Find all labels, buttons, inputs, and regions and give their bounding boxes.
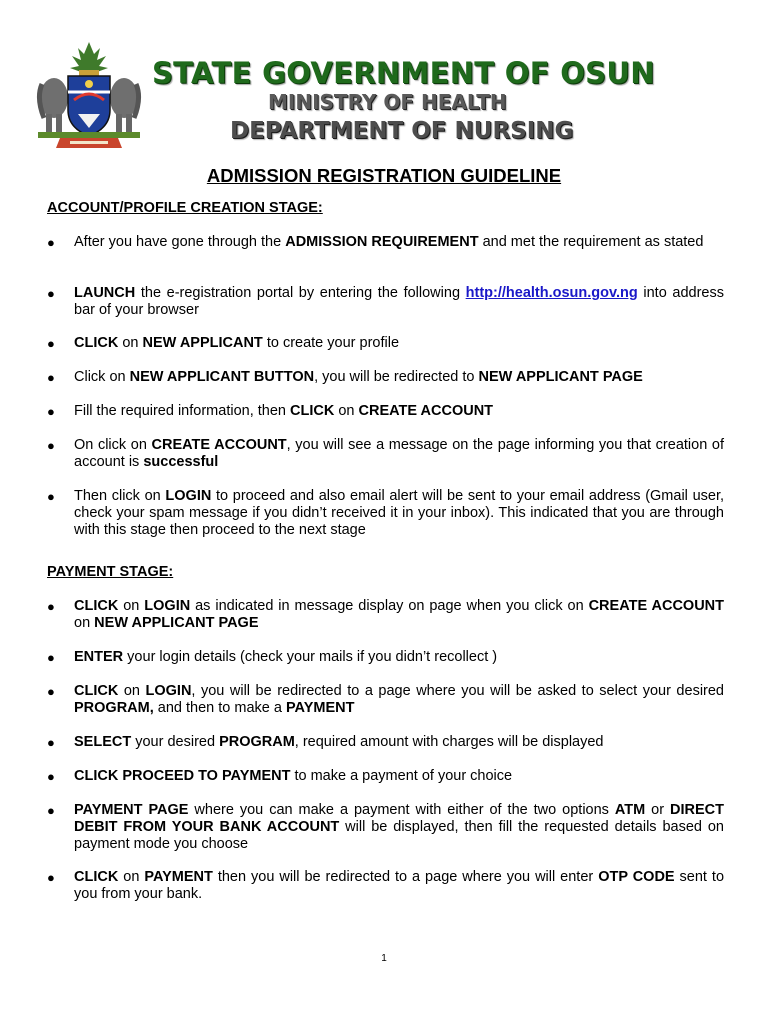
bullet-icon: ● [47, 803, 55, 818]
coat-of-arms-icon [34, 40, 144, 152]
list-item [47, 683, 724, 717]
list-item-text [74, 369, 724, 386]
bullet-icon: ● [47, 404, 55, 419]
list-item-text [74, 437, 724, 471]
list-item [47, 285, 724, 319]
body-text: on [118, 683, 146, 699]
emphasis-text: CLICK [74, 335, 119, 351]
list-item-text [74, 768, 724, 785]
list-item-text [74, 488, 724, 539]
emphasis-text: CLICK [74, 598, 119, 614]
list-item [47, 488, 724, 539]
bullet-icon: ● [47, 370, 55, 385]
emphasis-text: ADMISSION REQUIREMENT [285, 234, 479, 250]
emphasis-text: PROGRAM, [74, 700, 154, 716]
list-item-text [74, 802, 724, 853]
body-text: , you will be redirected to [314, 369, 479, 385]
emphasis-text: successful [143, 454, 219, 470]
body-text: Then click on [74, 488, 166, 504]
state-government-heading: STATE GOVERNMENT OF OSUN [152, 56, 655, 90]
bullet-icon: ● [47, 735, 55, 750]
bullet-icon: ● [47, 438, 55, 453]
emphasis-text: LOGIN [165, 488, 212, 504]
emphasis-text: CLICK [74, 869, 119, 885]
portal-link[interactable]: http://health.osun.gov.ng [465, 285, 638, 301]
list-item-text [74, 869, 724, 903]
emphasis-text: CLICK [74, 683, 119, 699]
account-stage-heading: ACCOUNT/PROFILE CREATION STAGE: [47, 200, 323, 216]
list-item [47, 734, 724, 751]
emphasis-text: PAYMENT [285, 700, 355, 716]
emphasis-text: ATM [614, 802, 646, 818]
body-text: will be displayed, then fill the requested details based on payment mode you choose [74, 819, 724, 852]
list-item [47, 649, 724, 666]
bullet-icon: ● [47, 684, 55, 699]
body-text: where you can make a payment with either of the two options [188, 802, 615, 818]
body-text: on [118, 869, 145, 885]
bullet-icon: ● [47, 235, 55, 250]
emphasis-text: CLICK [290, 403, 335, 419]
body-text: On click on [74, 437, 152, 453]
bullet-icon: ● [47, 336, 55, 351]
department-heading: DEPARTMENT OF NURSING [230, 118, 574, 144]
emphasis-text: CREATE ACCOUNT [358, 403, 494, 419]
emphasis-text: SELECT [74, 734, 132, 750]
body-text: as indicated in message display on page when you click on [190, 598, 589, 614]
emphasis-text: LOGIN [145, 683, 192, 699]
bullet-icon: ● [47, 870, 55, 885]
list-item [47, 598, 724, 632]
list-item-text [74, 234, 724, 251]
bullet-icon: ● [47, 769, 55, 784]
emphasis-text: LOGIN [144, 598, 191, 614]
body-text: , you will be redirected to a page where you will be asked to select your desired [191, 683, 724, 699]
body-text: and then to make a [153, 700, 286, 716]
emphasis-text: CREATE ACCOUNT [151, 437, 287, 453]
body-text: or [645, 802, 671, 818]
emphasis-text: ENTER [74, 649, 124, 665]
list-item [47, 335, 724, 352]
bullet-icon: ● [47, 286, 55, 301]
list-item-text [74, 403, 724, 420]
body-text: Click on [74, 369, 130, 385]
page-number: 1 [381, 953, 387, 964]
body-text: on [118, 335, 143, 351]
emphasis-text: NEW APPLICANT PAGE [94, 615, 259, 631]
body-text: on [74, 615, 95, 631]
bullet-icon: ● [47, 650, 55, 665]
body-text: your desired [131, 734, 220, 750]
list-item [47, 869, 724, 903]
list-item-text [74, 683, 724, 717]
emphasis-text: PAYMENT PAGE [74, 802, 189, 818]
emphasis-text: NEW APPLICANT PAGE [478, 369, 643, 385]
body-text: , required amount with charges will be displayed [294, 734, 604, 750]
list-item-text [74, 734, 724, 751]
body-text: the e-registration portal by entering the following [135, 285, 466, 301]
payment-stage-heading: PAYMENT STAGE: [47, 564, 174, 580]
body-text: then you will be redirected to a page where you will enter [212, 869, 599, 885]
emphasis-text: OTP CODE [598, 869, 675, 885]
list-item [47, 369, 724, 386]
body-text: to proceed and also email alert will be sent to your email address (Gmail user, check your spam message if you didn’t received it in your inbox). This indicated that you are through with this stage then proceed to the next stage [74, 488, 725, 538]
bullet-icon: ● [47, 599, 55, 614]
list-item [47, 802, 724, 853]
body-text: into address bar of your browser [74, 285, 724, 318]
emphasis-text: CREATE ACCOUNT [588, 598, 724, 614]
list-item-text [74, 598, 724, 632]
body-text: to make a payment of your choice [290, 768, 513, 784]
emphasis-text: CLICK PROCEED TO PAYMENT [74, 768, 291, 784]
body-text: on [334, 403, 359, 419]
body-text: on [118, 598, 145, 614]
list-item-text [74, 285, 724, 319]
emphasis-text: PROGRAM [219, 734, 295, 750]
body-text: to create your profile [262, 335, 400, 351]
bullet-icon: ● [47, 489, 55, 504]
body-text: , you will see a message on the page informing you that creation of account is [74, 437, 724, 470]
body-text: your login details (check your mails if you didn’t recollect ) [123, 649, 498, 665]
emphasis-text: NEW APPLICANT BUTTON [129, 369, 315, 385]
body-text: and met the requirement as stated [478, 234, 704, 250]
body-text: sent to you from your bank. [74, 869, 725, 902]
list-item-text [74, 335, 724, 352]
emphasis-text: PAYMENT [144, 869, 213, 885]
body-text: After you have gone through the [74, 234, 286, 250]
emphasis-text: NEW APPLICANT [142, 335, 263, 351]
ministry-heading: MINISTRY OF HEALTH [268, 90, 507, 114]
list-item [47, 768, 724, 785]
document-title: ADMISSION REGISTRATION GUIDELINE [206, 165, 562, 186]
list-item [47, 234, 724, 251]
body-text: Fill the required information, then [74, 403, 290, 419]
list-item-text [74, 649, 724, 666]
list-item [47, 403, 724, 420]
list-item [47, 437, 724, 471]
emphasis-text: DIRECT DEBIT FROM YOUR BANK ACCOUNT [74, 802, 725, 835]
emphasis-text: LAUNCH [74, 285, 136, 301]
